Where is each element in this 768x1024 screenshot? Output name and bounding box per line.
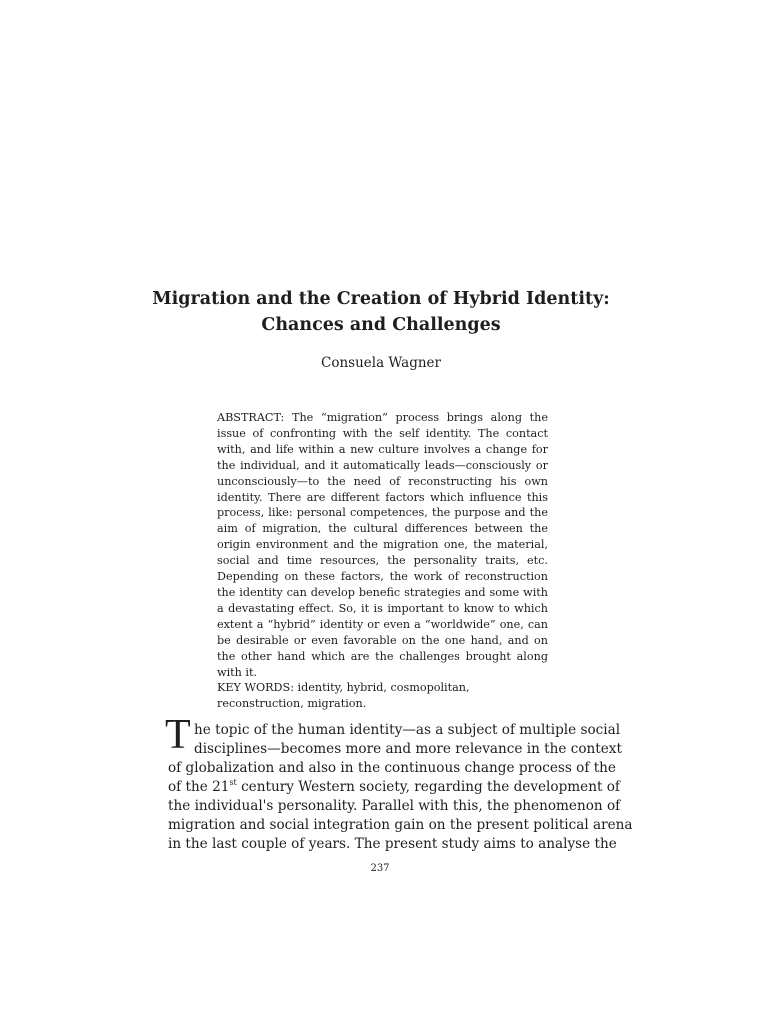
article-title [150, 286, 612, 338]
body-line-1: he topic of the human identity—as a subject of multiple social [194, 722, 621, 738]
page-number: 237 [370, 863, 390, 874]
abstract-text: ABSTRACT: The “migration” process brings along the issue of confronting with the self identity. The contact with, and life within a new culture involves a change for the individual, and it automatically leads—consciously or unconsciously—to the need of reconstructing his own identity. There are different factors which influence this process, like: personal competences, the purpose and the aim of migration, the cultural differences between the origin environment and the migration one, the material, social and time resources, the personality traits, etc. Depending on these factors, the work of reconstruction the identity can develop benefic strategies and some with a devastating effect. So, it is important to know to which extent a “hybrid” identity or even a “worldwide” one, can be desirable or even favorable on the one hand, and on the other hand which are the challenges brought along with it. [217, 411, 548, 679]
body-line-6: migration and social integration gain on the present political arena [168, 817, 633, 833]
body-line-3: of globalization and also in the continuous change process of the [168, 760, 616, 776]
article-title-line-1: Migration and the Creation of Hybrid Identity: [152, 289, 610, 309]
body-line-2: disciplines—becomes more and more relevance in the context [194, 741, 622, 757]
body-line-5: the individual's personality. Parallel with this, the phenomenon of [168, 798, 621, 814]
author-name: Consuela Wagner [321, 355, 441, 371]
body-line-4-end: century Western society, regarding the development of [236, 779, 620, 795]
keywords-text: KEY WORDS: identity, hybrid, cosmopolitan, reconstruction, migration. [217, 681, 470, 711]
drop-cap: T [165, 712, 191, 758]
body-line-7: in the last couple of years. The present study aims to analyse the [168, 836, 617, 852]
body-line-4 [168, 778, 620, 797]
superscript-st: st [229, 778, 237, 787]
article-title-line-2: Chances and Challenges [261, 315, 501, 335]
body-paragraph [168, 721, 633, 854]
body-line-4-start: of the 21 [168, 779, 230, 795]
abstract-block [217, 410, 548, 712]
